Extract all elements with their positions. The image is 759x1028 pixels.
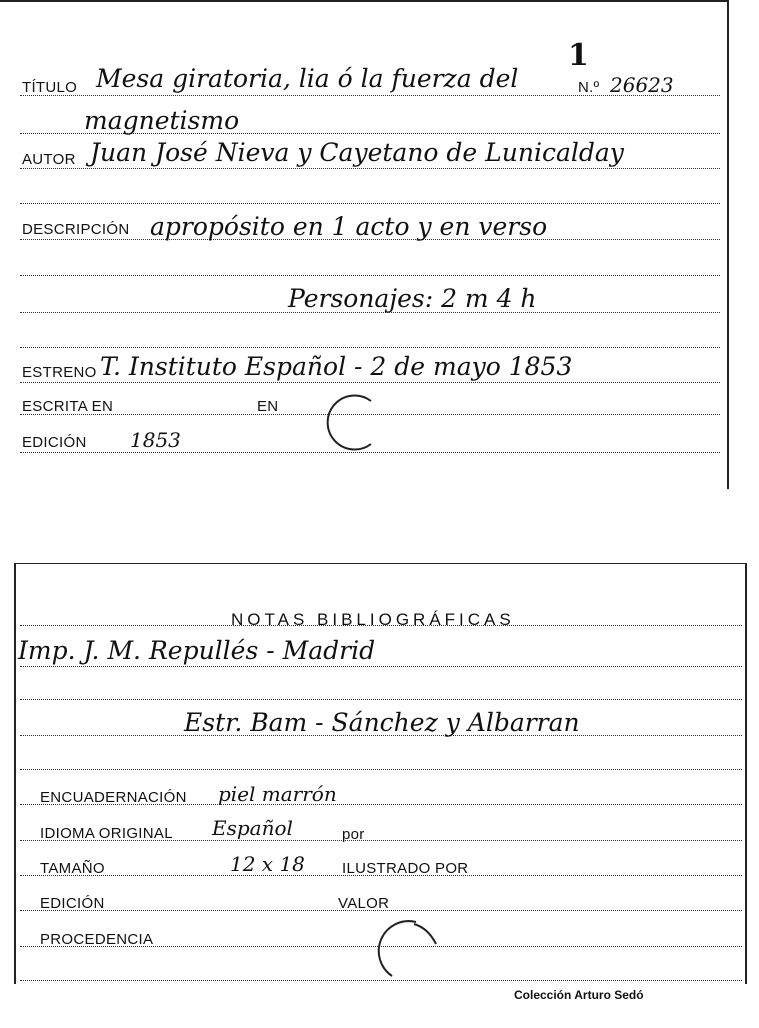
rule-blank-3 bbox=[20, 347, 720, 348]
numero-mark: 1 bbox=[568, 38, 589, 73]
titulo-value: Mesa giratoria, lia ó la fuerza del bbox=[96, 64, 519, 93]
numero-value: 26623 bbox=[610, 73, 674, 97]
edicion-value: 1853 bbox=[130, 428, 181, 452]
catalog-card-back bbox=[14, 563, 747, 984]
rule-estreno bbox=[20, 382, 720, 383]
numero-label: N.º bbox=[578, 79, 600, 96]
autor-label: AUTOR bbox=[22, 151, 76, 168]
rule-notas bbox=[20, 625, 742, 626]
estreno-label: ESTRENO bbox=[22, 364, 97, 381]
idioma-label: IDIOMA ORIGINAL bbox=[40, 825, 173, 842]
encuadernacion-value: piel marrón bbox=[218, 782, 337, 806]
edicion-label-bottom: EDICIÓN bbox=[40, 895, 105, 912]
notas-line1: Imp. J. M. Repullés - Madrid bbox=[18, 636, 376, 665]
rule-notas-1 bbox=[20, 666, 742, 667]
valor-label: VALOR bbox=[338, 895, 390, 912]
circular-stamp bbox=[316, 386, 386, 456]
edicion-label: EDICIÓN bbox=[22, 434, 87, 451]
tamano-value: 12 x 18 bbox=[230, 852, 305, 876]
personajes-value: Personajes: 2 m 4 h bbox=[288, 284, 537, 313]
rule-blank-1 bbox=[20, 203, 720, 204]
notas-line2: Estr. Bam - Sánchez y Albarran bbox=[184, 708, 580, 737]
procedencia-label: PROCEDENCIA bbox=[40, 931, 154, 948]
rule-notas-4 bbox=[20, 769, 742, 770]
rule-edicion bbox=[20, 452, 720, 453]
descripcion-label: DESCRIPCIÓN bbox=[22, 221, 130, 238]
por-label: por bbox=[342, 826, 365, 843]
rule-autor bbox=[20, 168, 720, 169]
tamano-label: TAMAÑO bbox=[40, 860, 105, 877]
catalog-card-front bbox=[0, 0, 729, 489]
collection-footer: Colección Arturo Sedó bbox=[514, 988, 644, 1002]
notas-heading: NOTAS BIBLIOGRÁFICAS bbox=[231, 610, 515, 629]
rule-blank-2 bbox=[20, 275, 720, 276]
rule-bottom bbox=[20, 980, 742, 981]
escrita-en-label: ESCRITA EN bbox=[22, 398, 114, 415]
estreno-value: T. Instituto Español - 2 de mayo 1853 bbox=[100, 352, 573, 381]
encuadernacion-label: ENCUADERNACIÓN bbox=[40, 789, 187, 806]
titulo-cont-value: magnetismo bbox=[84, 106, 240, 135]
en-label: EN bbox=[257, 398, 279, 415]
ilustrado-label: ILUSTRADO POR bbox=[342, 860, 469, 877]
rule-notas-2 bbox=[20, 699, 742, 700]
titulo-label: TÍTULO bbox=[22, 79, 78, 96]
idioma-value: Español bbox=[212, 816, 293, 840]
descripcion-value: apropósito en 1 acto y en verso bbox=[150, 212, 548, 241]
circular-stamp-bottom bbox=[366, 914, 446, 984]
autor-value: Juan José Nieva y Cayetano de Lunicalday bbox=[90, 138, 624, 167]
